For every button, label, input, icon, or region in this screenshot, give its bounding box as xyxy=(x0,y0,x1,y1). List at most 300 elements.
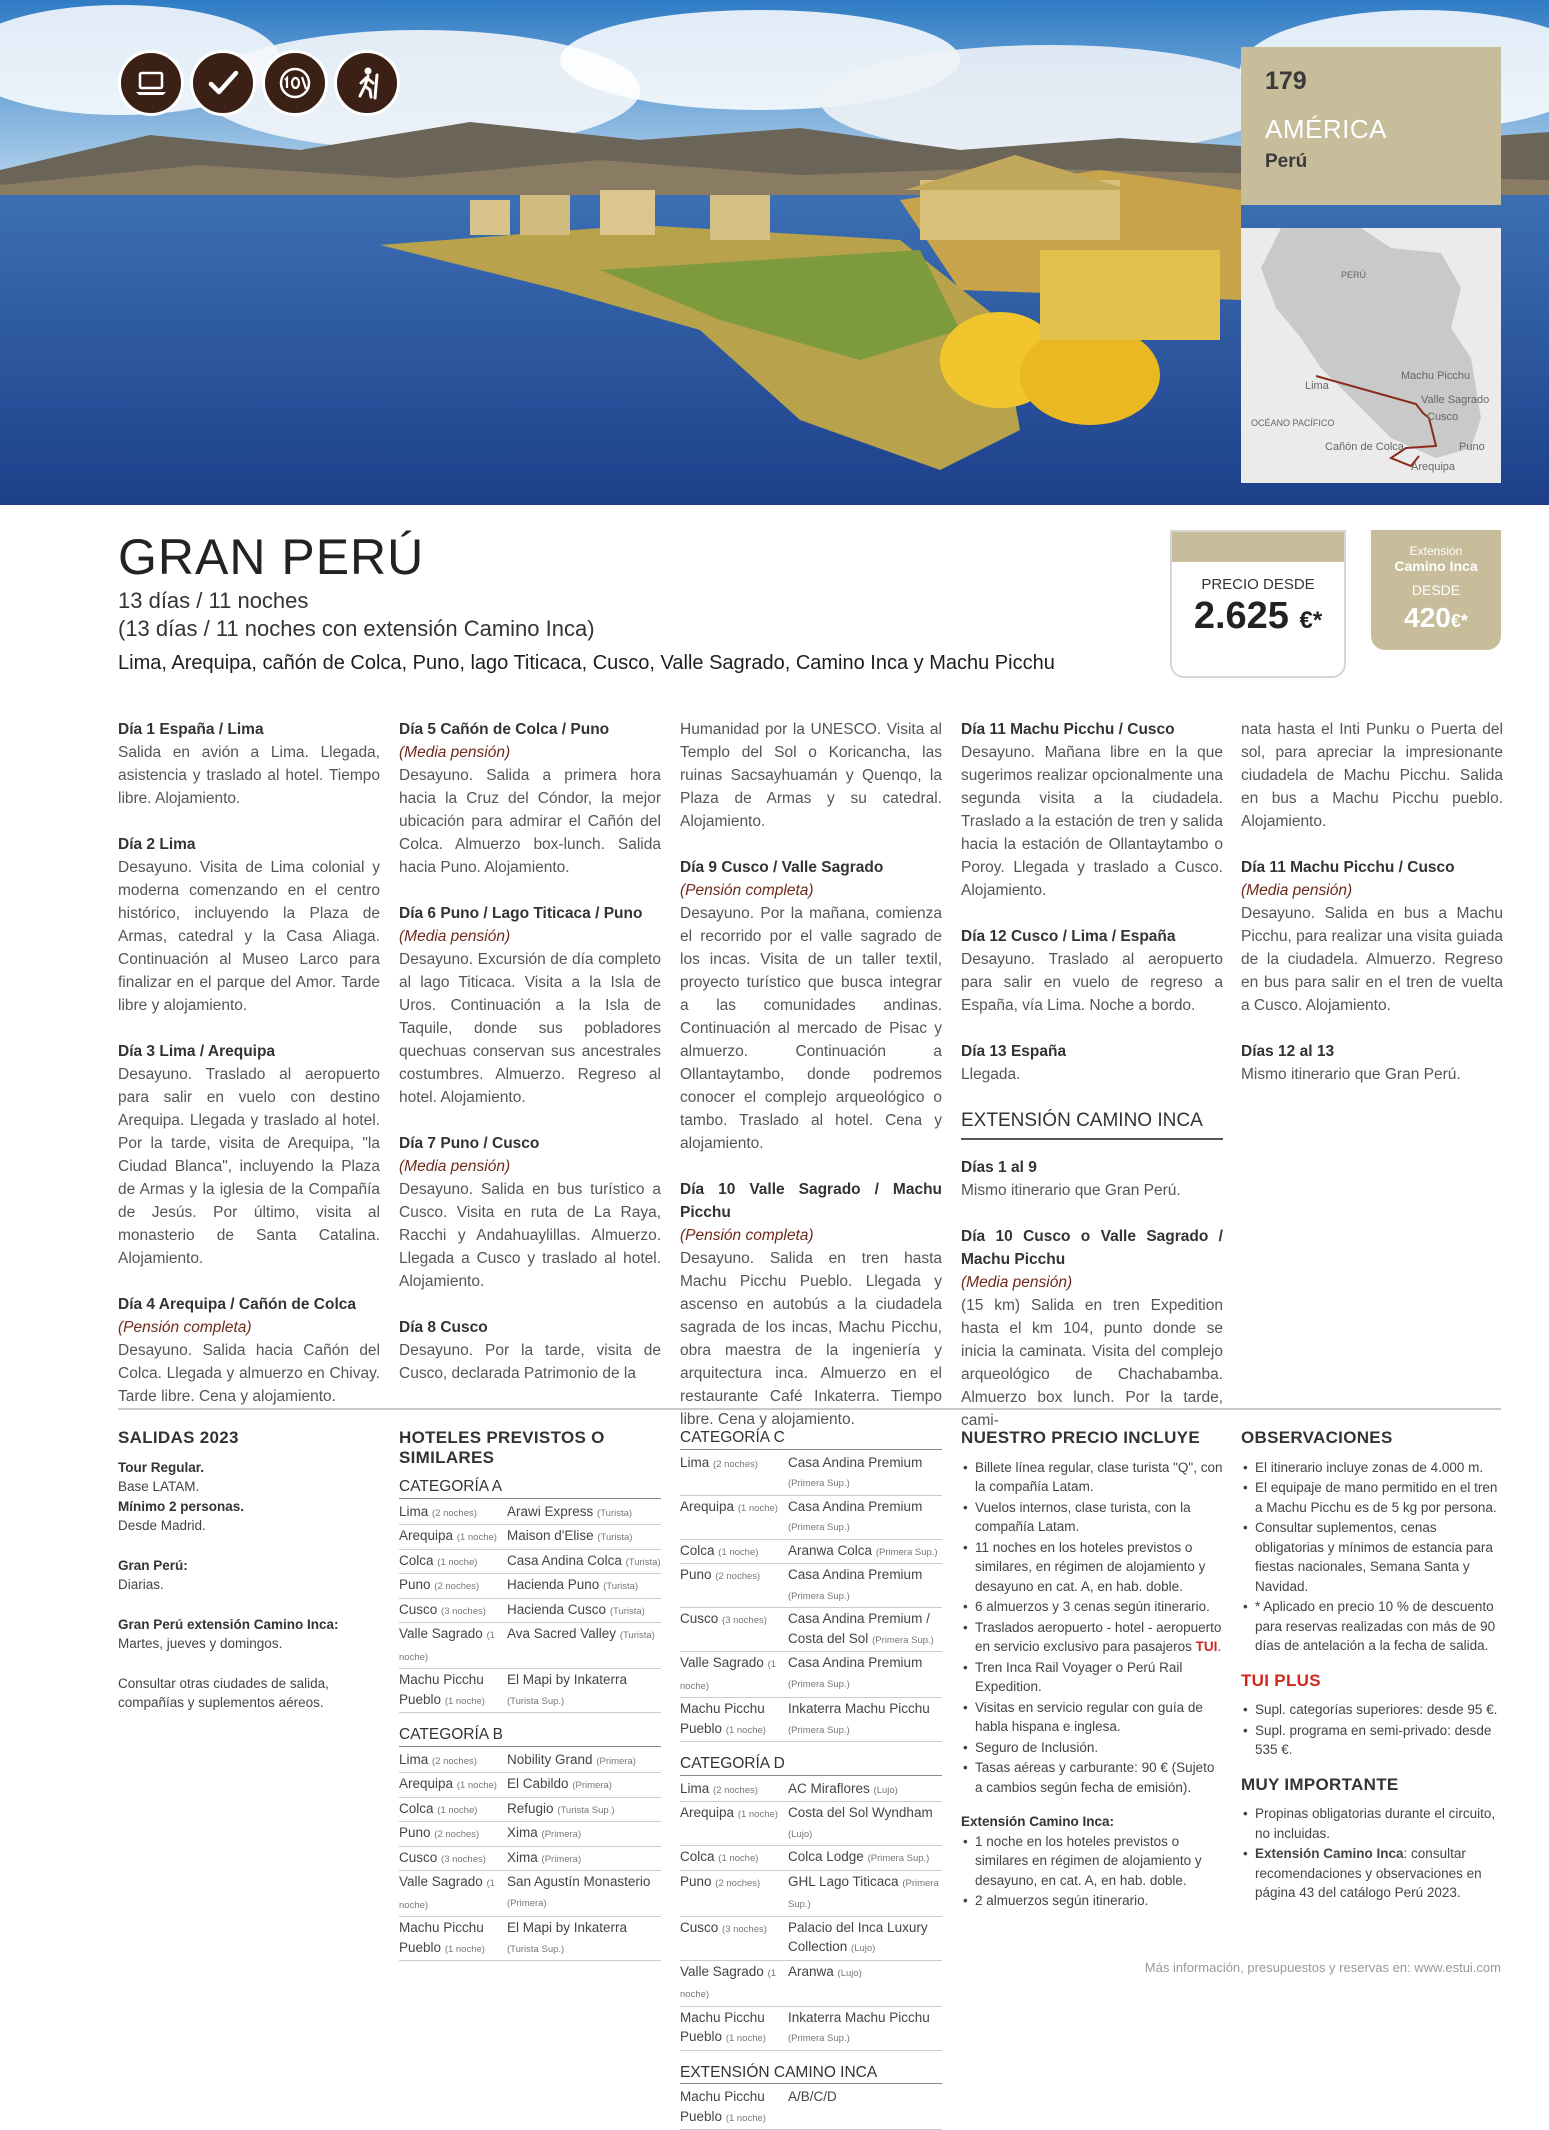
hotel-class: (Turista) xyxy=(619,1630,655,1641)
day-text: Desayuno. Salida en bus a Machu Picchu, para realizar una visita guiada de la ciudadela. Almuerzo. Regreso en bus para salir en el tren de vuelta a Cusco. Alojamiento. xyxy=(1241,905,1503,1014)
hotel-city xyxy=(399,1600,507,1622)
day-heading: Día 12 Cusco / Lima / España xyxy=(961,928,1176,945)
hotel-class: (Lujo) xyxy=(873,1784,898,1796)
hotel-class: (Primera Sup.) xyxy=(867,1853,930,1864)
hotel-name-cell xyxy=(788,1699,942,1740)
hotel-name-cell xyxy=(788,1803,942,1844)
hotel-row xyxy=(680,2007,942,2051)
hotel-name-cell xyxy=(507,1918,661,1959)
day-8 xyxy=(399,1316,661,1385)
hotel-city-name: Arequipa xyxy=(399,1776,454,1791)
hotel-row xyxy=(680,1871,942,1917)
extension-label: Extensión xyxy=(1409,544,1463,558)
hotel-city xyxy=(399,1670,507,1711)
day-board: (Media pensión) xyxy=(399,1158,511,1175)
tui-brand: TUI xyxy=(1195,1639,1218,1654)
extension-heading: EXTENSIÓN CAMINO INCA xyxy=(961,1109,1223,1140)
category-d-heading: CATEGORÍA D xyxy=(680,1754,942,1776)
hotel-name: Hacienda Cusco xyxy=(507,1601,607,1617)
hotel-name: Inkaterra Machu Picchu xyxy=(788,2009,930,2025)
day-text: Desayuno. Visita de Lima colonial y moderna comenzando en el centro histórico, incluyendo la Plaza de Armas, catedral y la Casa Aliaga. Continuación al Museo Larco para finalizar en el parque del Amor. Tarde libre y alojamiento. xyxy=(118,859,380,1014)
tour-title: GRAN PERÚ xyxy=(118,529,425,585)
hotel-city-name: Lima xyxy=(680,1780,710,1796)
hotel-city xyxy=(680,1565,788,1606)
day-10 xyxy=(680,1178,942,1431)
salidas-note: Consultar otras ciudades de salida, compañías y suplementos aéreos. xyxy=(118,1675,329,1710)
day-board: (Pensión completa) xyxy=(680,1227,814,1244)
hotel-row xyxy=(680,1917,942,1961)
salidas-gran-peru-text: Diarias. xyxy=(118,1577,164,1592)
hotel-city xyxy=(680,2087,788,2128)
itinerary-column-2 xyxy=(399,718,661,1408)
hotel-name-cell xyxy=(507,1774,661,1796)
hotel-name: Casa Andina Colca xyxy=(507,1552,622,1568)
hotel-name-cell xyxy=(788,1453,942,1494)
hotel-city-name: Valle Sagrado xyxy=(399,1626,483,1641)
list-item: • * Aplicado en precio 10 % de descuento para reservas realizadas con más de 90 días de antelación a la fecha de salida. xyxy=(1241,1597,1501,1656)
list-item: • Propinas obligatorias durante el circuito, no incluidas. xyxy=(1241,1804,1501,1843)
hotel-city xyxy=(680,1847,788,1869)
extension-hotels-heading: EXTENSIÓN CAMINO INCA xyxy=(680,2063,942,2085)
hotel-class: (Primera Sup.) xyxy=(788,1877,939,1910)
hotel-class: (Primera) xyxy=(541,1853,582,1865)
list-item: • Tren Inca Rail Voyager o Perú Rail Expedition. xyxy=(961,1658,1223,1697)
day-heading: Día 13 España xyxy=(961,1043,1067,1060)
extension-currency: €* xyxy=(1450,611,1468,631)
hotel-nights: (2 noches) xyxy=(713,1458,758,1470)
extension-name: Camino Inca xyxy=(1394,558,1478,574)
hotel-name-cell xyxy=(507,1526,661,1548)
hotel-city-name: Colca xyxy=(680,1849,715,1864)
day-heading: Día 4 Arequipa / Cañón de Colca xyxy=(118,1296,357,1313)
hotel-class: (Primera Sup.) xyxy=(875,1546,938,1558)
day-heading: Día 10 Cusco o Valle Sagrado / Machu Picchu xyxy=(961,1228,1223,1268)
hotel-name-cell xyxy=(788,2008,942,2049)
hero-photo xyxy=(0,0,1549,505)
hotel-city-name: Lima xyxy=(399,1751,429,1767)
hotel-city-name: Colca xyxy=(399,1800,434,1816)
day-text: Desayuno. Por la mañana, comienza el recorrido por el valle sagrado de los incas. Visita de un taller textil, proyecto turístico que busca integrar a las comunidades andinas. Continuación al mercado de Pisac y almuerzo. Continuación a Ollantaytambo, donde podremos conocer el complejo arqueológico o tambo. Traslado al hotel. Cena y alojamiento. xyxy=(680,905,942,1152)
hotel-city-name: Machu Picchu Pueblo xyxy=(399,1672,484,1707)
hotel-name-cell xyxy=(507,1624,661,1667)
hotel-row xyxy=(399,1525,661,1550)
hotel-city xyxy=(399,1872,507,1915)
hotel-city xyxy=(680,1918,788,1959)
itinerary-column-3 xyxy=(680,718,942,1454)
day-board: (Media pensión) xyxy=(399,928,511,945)
hotel-class: (Lujo) xyxy=(851,1943,876,1954)
hotel-nights: (1 noche) xyxy=(437,1804,478,1816)
ext-day-10-continued xyxy=(1241,718,1503,833)
map-label-machu-picchu: Machu Picchu xyxy=(1401,370,1471,382)
hotel-class: (Turista) xyxy=(597,1507,633,1519)
hotel-city-name: Machu Picchu Pueblo xyxy=(680,1701,765,1736)
hotel-name: El Mapi by Inkaterra xyxy=(507,1672,628,1687)
hotel-city-name: Cusco xyxy=(399,1601,438,1617)
hotel-nights: (2 noches) xyxy=(434,1581,480,1592)
hotel-row xyxy=(680,1540,942,1565)
hotel-city xyxy=(680,1803,788,1844)
hotel-nights: (2 noches) xyxy=(434,1829,480,1840)
hotel-city-name: Colca xyxy=(680,1542,715,1558)
hotel-class: (Primera Sup.) xyxy=(788,2033,850,2044)
hotel-name: A/B/C/D xyxy=(788,2089,837,2104)
route-map xyxy=(1241,228,1501,483)
hotel-name-cell xyxy=(507,1750,661,1772)
hotel-city xyxy=(399,1624,507,1667)
day-heading: Día 11 Machu Picchu / Cusco xyxy=(961,721,1175,738)
list-item: • Supl. categorías superiores: desde 95 €. xyxy=(1241,1700,1501,1720)
hotel-name: Nobility Grand xyxy=(507,1751,593,1767)
day-text: Desayuno. Salida en tren hasta Machu Picchu Pueblo. Llegada y ascenso en autobús a la ciudadela sagrada de los incas, Machu Picchu, obra maestra de la ingeniería y arquitectura inca. Almuerzo en el restaurante Café Inkaterra. Tiempo libre. Cena y alojamiento. xyxy=(680,1250,942,1428)
hotel-class: (Turista Sup.) xyxy=(507,1943,565,1955)
hotel-name-cell xyxy=(507,1551,661,1573)
hotel-row xyxy=(680,1778,942,1803)
hotel-city-name: Machu Picchu Pueblo xyxy=(399,1920,484,1955)
hotel-class: (Primera Sup.) xyxy=(788,1724,850,1736)
hotel-row xyxy=(399,1550,661,1575)
hotel-class: (Primera) xyxy=(541,1829,582,1840)
hotel-city xyxy=(399,1502,507,1524)
hotel-name-cell xyxy=(788,1872,942,1915)
hotel-row xyxy=(399,1623,661,1669)
hotel-city xyxy=(680,1872,788,1915)
category-b-heading: CATEGORÍA B xyxy=(399,1725,661,1747)
hotel-nights: (1 noche) xyxy=(437,1556,478,1568)
hotel-city-name: Lima xyxy=(399,1503,429,1519)
hotel-name: El Cabildo xyxy=(507,1776,569,1791)
day-text: Mismo itinerario que Gran Perú. xyxy=(1241,1066,1461,1083)
hotel-name-cell xyxy=(788,1962,942,2005)
day-6 xyxy=(399,902,661,1109)
hotel-name-cell xyxy=(788,1609,942,1650)
hiking-icon xyxy=(334,50,400,116)
hotel-city-name: Puno xyxy=(399,1577,431,1592)
importante-heading: MUY IMPORTANTE xyxy=(1241,1774,1399,1794)
hotel-name-cell xyxy=(507,1600,661,1622)
hotel-nights: (1 noche) xyxy=(725,2033,766,2044)
hotel-city-name: Cusco xyxy=(680,1611,719,1626)
list-item: • 1 noche en los hoteles previstos o similares en régimen de alojamiento y desayuno, en cat. A, en hab. doble. xyxy=(961,1832,1223,1891)
page-number: 179 xyxy=(1265,67,1307,95)
hotel-name: Xima xyxy=(507,1825,538,1840)
category-a-table xyxy=(399,1501,661,1714)
hotel-name: Hacienda Puno xyxy=(507,1577,600,1592)
hotel-name-cell xyxy=(507,1575,661,1597)
hotel-city xyxy=(399,1918,507,1959)
day-8-continued xyxy=(680,718,942,833)
day-13 xyxy=(961,1040,1223,1086)
day-text: Salida en avión a Lima. Llegada, asistencia y traslado al hotel. Tiempo libre. Alojamiento. xyxy=(118,744,380,807)
hotel-class: (Turista Sup.) xyxy=(557,1804,615,1816)
hotel-city xyxy=(680,1497,788,1538)
day-heading: Día 8 Cusco xyxy=(399,1319,488,1336)
list-item: • 11 noches en los hoteles previstos o similares, en régimen de alojamiento y desayuno en cat. A, en hab. doble. xyxy=(961,1538,1223,1597)
price-currency: €* xyxy=(1299,607,1323,634)
hotel-nights: (2 noches) xyxy=(715,1571,761,1582)
day-9 xyxy=(680,856,942,1155)
day-text: Desayuno. Excursión de día completo al lago Titicaca. Visita a la Isla de Uros. Continuación a la Isla de Taquile, donde sus pobladores quechuas conservan sus ancestrales costumbres. Almuerzo. Regreso al hotel. Alojamiento. xyxy=(399,951,661,1106)
hotel-city xyxy=(680,1541,788,1563)
salidas-extension-text: Martes, jueves y domingos. xyxy=(118,1636,283,1651)
list-item: • Seguro de Inclusión. xyxy=(961,1738,1223,1758)
hotel-name: Arawi Express xyxy=(507,1503,594,1519)
hotel-row xyxy=(399,1798,661,1823)
hotel-city xyxy=(680,1699,788,1740)
list-item: • 2 almuerzos según itinerario. xyxy=(961,1891,1223,1911)
hotel-row xyxy=(399,1847,661,1872)
hotel-class: (Turista) xyxy=(609,1605,645,1617)
day-heading: Día 3 Lima / Arequipa xyxy=(118,1043,276,1060)
hotel-name-cell xyxy=(788,2087,942,2128)
day-text: (15 km) Salida en tren Expedition hasta el km 104, punto donde se inicia la caminata. Visita del complejo arqueológico de Chachabamba. Almuerzo box lunch. Por la tarde, cami- xyxy=(961,1297,1223,1429)
day-12 xyxy=(961,925,1223,1017)
incluye-extension-heading: Extensión Camino Inca: xyxy=(961,1814,1115,1829)
incluye-heading: NUESTRO PRECIO INCLUYE xyxy=(961,1428,1200,1447)
list-item: • Traslados aeropuerto - hotel - aeropuerto en servicio exclusivo para pasajeros TUI. xyxy=(961,1618,1223,1657)
hotel-nights: (1 noche) xyxy=(725,2112,766,2124)
hotel-name: Aranwa xyxy=(788,1963,834,1979)
hotel-row xyxy=(680,1698,942,1742)
day-heading: Día 11 Machu Picchu / Cusco xyxy=(1241,859,1455,876)
hotel-city-name: Valle Sagrado xyxy=(680,1655,764,1670)
hotel-nights: (1 noche) xyxy=(718,1546,759,1558)
hotel-nights: (1 noche) xyxy=(680,1967,777,2000)
day-2 xyxy=(118,833,380,1017)
map-country-label: PERÚ xyxy=(1341,270,1367,280)
day-board: (Pensión completa) xyxy=(118,1319,252,1336)
price-card xyxy=(1170,530,1346,678)
salidas-tour: Tour Regular. xyxy=(118,1459,205,1475)
hotel-name-cell xyxy=(788,1847,942,1869)
hotel-class: (Lujo) xyxy=(837,1967,862,1979)
salidas-heading: SALIDAS 2023 xyxy=(118,1428,239,1447)
day-text: Desayuno. Por la tarde, visita de Cusco, declarada Patrimonio de la xyxy=(399,1342,661,1382)
hotel-class: (Turista) xyxy=(603,1581,639,1592)
hotel-nights: (2 noches) xyxy=(432,1755,477,1767)
day-board: (Pensión completa) xyxy=(680,882,814,899)
day-text: Desayuno. Traslado al aeropuerto para salir en vuelo de regreso a España, vía Lima. Noche a bordo. xyxy=(961,951,1223,1014)
hotel-name: Casa Andina Premium xyxy=(788,1498,923,1514)
map-label-ocean: OCÉANO PACÍFICO xyxy=(1251,418,1335,428)
salidas-minimum: Mínimo 2 personas. xyxy=(118,1498,245,1514)
hotel-row xyxy=(399,1871,661,1917)
hotel-name: GHL Lago Titicaca xyxy=(788,1873,899,1889)
hotel-row xyxy=(399,1669,661,1713)
hotel-row xyxy=(680,1452,942,1496)
tour-route: Lima, Arequipa, cañón de Colca, Puno, lago Titicaca, Cusco, Valle Sagrado, Camino Inca y Machu Picchu xyxy=(118,652,1055,674)
hotel-city-name: Arequipa xyxy=(680,1805,735,1820)
hotel-class: (Turista) xyxy=(597,1532,633,1543)
map-label-puno: Puno xyxy=(1459,441,1485,453)
list-item: • El equipaje de mano permitido en el tren a Machu Picchu es de 5 kg por persona. xyxy=(1241,1478,1501,1517)
list-item: • Vuelos internos, clase turista, con la compañía Latam. xyxy=(961,1498,1223,1537)
itinerary-column-4 xyxy=(961,718,1223,1455)
hotel-name-cell xyxy=(788,1541,942,1563)
day-text: Desayuno. Traslado al aeropuerto para salir en vuelo con destino Arequipa. Llegada y traslado al hotel. Por la tarde, visita de Arequipa, "la Ciudad Blanca", incluyendo la Plaza de Armas y la iglesia de la Compañía de Jesús. Por último, visita al monasterio de Santa Catalina. Alojamiento. xyxy=(118,1066,380,1267)
price-card-band xyxy=(1172,532,1344,562)
hotel-nights: (1 noche) xyxy=(399,1878,496,1911)
hotel-city-name: Puno xyxy=(399,1825,431,1840)
day-text: nata hasta el Inti Punku o Puerta del sol, para apreciar la impresionante ciudadela de Machu Picchu. Salida en bus a Machu Picchu pueblo. Alojamiento. xyxy=(1241,721,1503,830)
ext-days-1-9 xyxy=(961,1156,1223,1202)
day-board: (Media pensión) xyxy=(961,1274,1073,1291)
category-c-heading: CATEGORÍA C xyxy=(680,1428,942,1450)
hotel-name: Refugio xyxy=(507,1800,554,1816)
hotel-nights: (1 noche) xyxy=(680,1659,777,1692)
hotel-row xyxy=(399,1749,661,1774)
hotel-row xyxy=(680,1608,942,1652)
hotel-class: (Lujo) xyxy=(788,1828,813,1840)
hotel-name-cell xyxy=(507,1502,661,1524)
ext-day-11 xyxy=(1241,856,1503,1017)
itinerary-column-1 xyxy=(118,718,380,1431)
hotel-nights: (1 noche) xyxy=(737,1502,778,1514)
list-item: • 6 almuerzos y 3 cenas según itinerario. xyxy=(961,1597,1223,1617)
salidas-gran-peru-heading: Gran Perú: xyxy=(118,1557,188,1573)
day-text: Desayuno. Salida hacia Cañón del Colca. Llegada y almuerzo en Chivay. Tarde libre. Cena y alojamiento. xyxy=(118,1342,380,1405)
hotel-city-name: Machu Picchu Pueblo xyxy=(680,2089,765,2124)
price-label: PRECIO DESDE xyxy=(1201,576,1315,593)
hotel-name: AC Miraflores xyxy=(788,1780,870,1796)
category-b-table xyxy=(399,1749,661,1962)
feature-icons xyxy=(118,50,400,116)
footer-text: Más información, presupuestos y reservas en: www.estui.com xyxy=(1144,1960,1501,1975)
hotel-city xyxy=(680,2008,788,2049)
hotel-name-cell xyxy=(788,1565,942,1606)
hoteles-heading: HOTELES PREVISTOS O SIMILARES xyxy=(399,1428,605,1467)
importante-bold: Extensión Camino Inca xyxy=(1255,1846,1404,1861)
incluye-section xyxy=(961,1428,1223,1912)
map-label-arequipa: Arequipa xyxy=(1411,461,1456,473)
day-heading: Días 1 al 9 xyxy=(961,1159,1037,1176)
hotel-city-name: Lima xyxy=(680,1454,710,1470)
hotel-name-cell xyxy=(507,1823,661,1845)
day-heading: Día 9 Cusco / Valle Sagrado xyxy=(680,859,884,876)
hotel-row xyxy=(399,1917,661,1961)
hotel-city-name: Machu Picchu Pueblo xyxy=(680,2009,765,2044)
region-label: AMÉRICA xyxy=(1265,114,1387,144)
hotel-nights: (1 noche) xyxy=(456,1780,497,1791)
incluye-extension-list xyxy=(961,1832,1223,1911)
hotel-name-cell xyxy=(788,1918,942,1959)
price-amount: 2.625 xyxy=(1193,595,1289,637)
hotel-row xyxy=(399,1822,661,1847)
day-text: Desayuno. Salida en bus turístico a Cusco. Visita en ruta de La Raya, Racchi y Andahuaylillas. Almuerzo. Llegada a Cusco y traslado al hotel. Alojamiento. xyxy=(399,1181,661,1290)
day-board: (Media pensión) xyxy=(399,744,511,761)
ten-percent-icon xyxy=(262,50,328,116)
hotel-city xyxy=(680,1453,788,1494)
list-item: • Billete línea regular, clase turista "Q", con la compañía Latam. xyxy=(961,1458,1223,1497)
hotel-nights: (2 noches) xyxy=(432,1507,477,1519)
list-item: • Tasas aéreas y carburante: 90 € (Sujeto a cambios según fecha de emisión). xyxy=(961,1758,1223,1797)
hotel-row xyxy=(680,1802,942,1846)
day-heading: Día 10 Valle Sagrado / Machu Picchu xyxy=(680,1181,942,1221)
day-heading: Día 7 Puno / Cusco xyxy=(399,1135,540,1152)
day-heading: Día 6 Puno / Lago Titicaca / Puno xyxy=(399,905,643,922)
day-text: Humanidad por la UNESCO. Visita al Templo del Sol o Koricancha, las ruinas Sacsayhuamán y Quenqo, la Plaza de Armas y su catedral. Alojamiento. xyxy=(680,721,942,830)
incluye-list xyxy=(961,1458,1223,1798)
hotel-nights: (1 noche) xyxy=(725,1724,766,1736)
hotel-city-name: Puno xyxy=(680,1873,712,1889)
hotel-nights: (1 noche) xyxy=(456,1532,497,1543)
list-item-text: Traslados aeropuerto - hotel - aeropuerto en servicio exclusivo para pasajeros xyxy=(975,1619,1222,1654)
hotel-nights: (3 noches) xyxy=(441,1605,486,1617)
extension-amount: 420 xyxy=(1404,602,1451,633)
tour-duration: 13 días / 11 noches xyxy=(118,588,309,613)
hoteles-section xyxy=(399,1428,661,1961)
hotel-nights: (2 noches) xyxy=(713,1784,758,1796)
hoteles-section-2 xyxy=(680,1428,942,2130)
hotel-class: (Primera Sup.) xyxy=(788,1590,850,1602)
hotel-city-name: Arequipa xyxy=(399,1528,454,1543)
hotel-name-cell xyxy=(788,1779,942,1801)
list-item: • El itinerario incluye zonas de 4.000 m. xyxy=(1241,1458,1501,1478)
hotel-name-cell xyxy=(507,1670,661,1711)
list-item xyxy=(1241,1844,1501,1903)
day-heading: Días 12 al 13 xyxy=(1241,1043,1335,1060)
day-text: Desayuno. Salida a primera hora hacia la Cruz del Cóndor, la mejor ubicación para admirar el Cañón del Colca. Almuerzo box-lunch. Salida hacia Puno. Alojamiento. xyxy=(399,767,661,876)
hotel-name: Aranwa Colca xyxy=(788,1542,873,1558)
importante-text: : consultar recomendaciones y observaciones en página 43 del catálogo Perú 2023. xyxy=(1255,1846,1482,1900)
hotel-name: Casa Andina Premium xyxy=(788,1567,923,1582)
hotel-city xyxy=(399,1750,507,1772)
day-board: (Media pensión) xyxy=(1241,882,1353,899)
hotel-name-cell xyxy=(507,1872,661,1915)
category-a-heading: CATEGORÍA A xyxy=(399,1477,661,1499)
hotel-nights: (3 noches) xyxy=(722,1615,767,1626)
day-7 xyxy=(399,1132,661,1293)
day-text: Desayuno. Mañana libre en la que sugerimos realizar opcionalmente una segunda visita a la ciudadela. Traslado a la estación de tren y salida hacia la estación de Ollantaytambo o Poroy. Llegada y traslado a Cusco. Alojamiento. xyxy=(961,744,1223,899)
hotel-name: Colca Lodge xyxy=(788,1849,864,1864)
hotel-city-name: Colca xyxy=(399,1552,434,1568)
hotel-city-name: Arequipa xyxy=(680,1498,735,1514)
day-heading: Día 2 Lima xyxy=(118,836,196,853)
hotel-city-name: Cusco xyxy=(680,1919,719,1935)
day-4 xyxy=(118,1293,380,1408)
hotel-class: (Turista) xyxy=(625,1556,661,1568)
hotel-row xyxy=(399,1501,661,1526)
day-text: Mismo itinerario que Gran Perú. xyxy=(961,1182,1181,1199)
salidas-extension-heading: Gran Perú extensión Camino Inca: xyxy=(118,1616,339,1632)
day-heading: Día 1 España / Lima xyxy=(118,721,264,738)
hotel-class: (Primera Sup.) xyxy=(788,1522,850,1533)
salidas-origin: Desde Madrid. xyxy=(118,1518,206,1533)
extension-hotels-table xyxy=(680,2086,942,2130)
tour-duration-extension: (13 días / 11 noches con extensión Camino Inca) xyxy=(118,616,595,641)
hotel-city xyxy=(680,1653,788,1696)
hotel-nights: (3 noches) xyxy=(441,1853,486,1865)
price-value xyxy=(1172,595,1344,638)
check-icon xyxy=(190,50,256,116)
hotel-name-cell xyxy=(507,1799,661,1821)
hotel-name: El Mapi by Inkaterra xyxy=(507,1920,628,1935)
salidas-section xyxy=(118,1428,380,1713)
hotel-name-cell xyxy=(788,1653,942,1696)
day-5 xyxy=(399,718,661,879)
day-3 xyxy=(118,1040,380,1270)
tui-plus-list xyxy=(1241,1700,1501,1760)
hotel-name: Maison d'Elise xyxy=(507,1528,594,1543)
hotel-city-name: Puno xyxy=(680,1567,712,1582)
list-item: • Supl. programa en semi-privado: desde 535 €. xyxy=(1241,1721,1501,1760)
map-label-valle-sagrado: Valle Sagrado xyxy=(1421,394,1490,406)
page-header-box xyxy=(1241,47,1501,205)
hotel-nights: (1 noche) xyxy=(444,1943,485,1955)
hotel-city-name: Cusco xyxy=(399,1849,438,1865)
hotel-nights: (1 noche) xyxy=(737,1809,778,1820)
list-item: • Visitas en servicio regular con guía de habla hispana e inglesa. xyxy=(961,1698,1223,1737)
